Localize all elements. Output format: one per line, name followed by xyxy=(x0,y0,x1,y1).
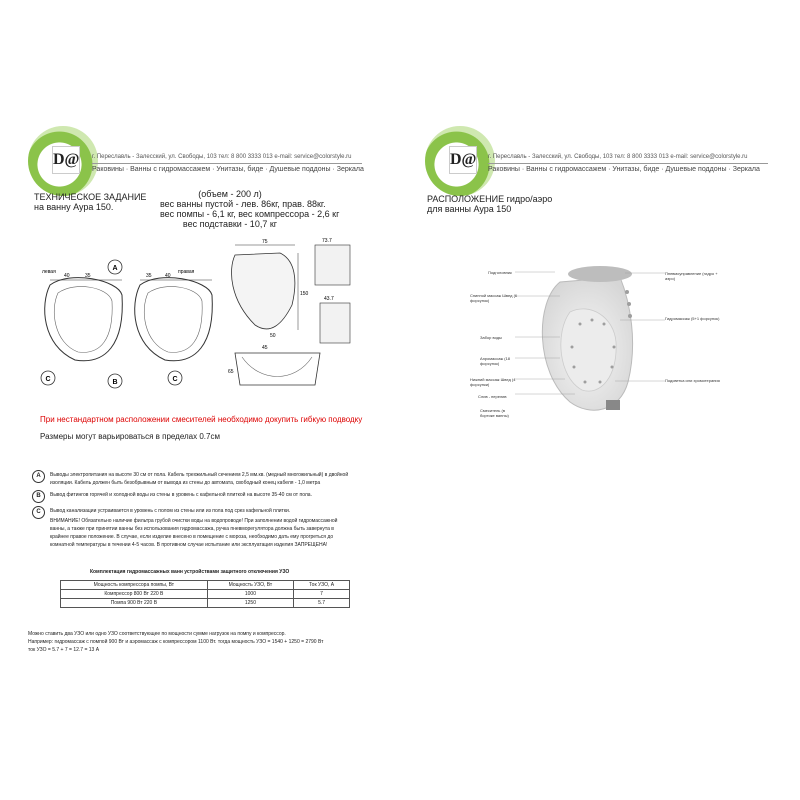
side-view xyxy=(235,353,320,385)
nav-item[interactable]: Ванны с гидромассажем xyxy=(130,166,211,173)
specs xyxy=(160,189,340,229)
table-header: Мощность УЗО, Вт xyxy=(207,581,293,590)
dim-35: 35 xyxy=(85,273,91,279)
label-overflow: Слив - перелив xyxy=(478,394,507,399)
red-note: При нестандартном расположении смесителей необходимо докупить гибкую подводку xyxy=(40,415,363,424)
label-right: правая xyxy=(178,269,195,275)
table-cell: 5.7 xyxy=(294,599,350,608)
spec-line: вес помпы - 6,1 кг, вес компрессора - 2,6 кг xyxy=(160,209,340,219)
nav-item[interactable]: Душевые поддоны xyxy=(269,166,331,173)
nav-item[interactable]: Раковины xyxy=(488,166,520,173)
warning-text: ВНИМАНИЕ! Обязательно наличие фильтра грубой очистки воды на водопроводе! При заполнении водой гидромассажной ванны, а также при принятии ванны без использования гидромассажа, ручка пневморегулятора должна быть завернута в крайнее правое положение. В случае, если изделие внесено в помещение с мороза, необходимо дать ему прогреться до комнатной температуры в течении 4-5 часов. В противном случае испытание или эксплуатация изделия ЗАПРЕЩЕНА! xyxy=(50,518,338,548)
screen-panel-1 xyxy=(315,245,350,285)
left-title-line2: на ванну Аура 150. xyxy=(34,202,114,212)
bath-left-inner xyxy=(54,287,112,353)
bath-drawings xyxy=(30,225,370,395)
label-lower-massage: Нижний массаж Швед (4 форсунки) xyxy=(470,377,516,387)
right-title-line1: РАСПОЛОЖЕНИЕ гидро/аэро xyxy=(427,194,553,204)
label-back-massage: Спинной массаж Швед (6 форсунок) xyxy=(470,293,518,303)
item-text-a: Выводы электропитания на высоте 30 см от пола. Кабель трехжильный сечением 2,5 мм.кв. (медный многожильный) в двойной изоляции. Кабель должен быть безобрывным от вывода из стены до автомата, свободный конец кабеля - 1,0 метра xyxy=(50,472,349,486)
table-cell: Помпа 900 Вт 220 В xyxy=(61,599,208,608)
nav-item[interactable]: Ванны с гидромассажем xyxy=(526,166,607,173)
plan-view xyxy=(232,253,295,329)
dim-65: 65 xyxy=(228,369,234,375)
logo-letter: D@ xyxy=(52,146,80,174)
item-text-b: Вывод фитингов горячей и холодной воды из стены в уровень с кафельной плиткой на высоте 35-40 см от пола. xyxy=(50,492,312,498)
nav-item[interactable]: Унитазы, биде xyxy=(612,166,660,173)
left-title-line1: ТЕХНИЧЕСКОЕ ЗАДАНИЕ xyxy=(34,192,147,202)
size-note: Размеры могут варьироваться в пределах 0.7см xyxy=(40,432,220,441)
header-divider xyxy=(92,163,362,164)
table-cell: 1000 xyxy=(207,590,293,599)
company-logo-right xyxy=(425,126,495,196)
header-address-right: г. Переславль - Залесский, ул. Свободы, 103 тел: 8 800 3333 013 e-mail: service@colorstyle.ru xyxy=(488,154,748,160)
header-nav-right: Раковины · Ванны с гидромассажем · Унитазы, биде · Душевые поддоны · Зеркала xyxy=(488,166,760,173)
table-header: Мощность компрессора помпы, Вт xyxy=(61,581,208,590)
label-left: левая xyxy=(42,269,56,275)
dim-75: 75 xyxy=(262,239,268,245)
nav-item[interactable]: Душевые поддоны xyxy=(665,166,727,173)
dim-73: 73.7 xyxy=(322,238,332,244)
label-headrest: Подголовник xyxy=(488,270,512,275)
label-light: Подсветка или хромотерапия xyxy=(665,378,720,383)
label-mixer: Смеситель (в бортике ванны) xyxy=(480,408,509,418)
label-pneumo: Пневмоуправление (гидро + аэро) xyxy=(665,271,718,281)
table-title: Комплектация гидромассажных ванн устройствами защитного отключения УЗО xyxy=(90,569,290,575)
table-header-row xyxy=(61,581,350,590)
item-badge-a: A xyxy=(32,470,45,483)
badge-c: C xyxy=(45,376,51,383)
item-badge-c: C xyxy=(32,506,45,519)
dim-50: 50 xyxy=(270,333,276,339)
item-badge-b: B xyxy=(32,490,45,503)
bath-right-inner xyxy=(144,287,202,353)
table-header: Ток УЗО, А xyxy=(294,581,350,590)
header-address: г. Переславль - Залесский, ул. Свободы, 103 тел: 8 800 3333 013 e-mail: service@colorstyle.ru xyxy=(92,154,352,160)
right-title xyxy=(427,194,552,214)
bath-left-outline xyxy=(45,278,123,361)
nav-item[interactable]: Раковины xyxy=(92,166,124,173)
label-air-massage: Аэромассаж (18 форсунок) xyxy=(480,356,511,366)
bath-right-outline xyxy=(135,278,213,361)
header-nav: Раковины · Ванны с гидромассажем · Унитазы, биде · Душевые поддоны · Зеркала xyxy=(92,166,364,173)
screen-panel-2 xyxy=(320,303,350,343)
right-title-line2: для ванны Аура 150 xyxy=(427,204,512,214)
spec-line: (объем - 200 л) xyxy=(198,189,262,199)
leader-lines xyxy=(515,268,665,418)
dim-35-r: 35 xyxy=(146,273,152,279)
footnote-2: Например: гидромассаж с помпой 900 Вт и аэромассаж с компрессором 1100 Вт. тогда мощность УЗО = 1540 + 1250 = 2790 Вт xyxy=(28,639,324,645)
label-hydro: Гидромассаж (5+1 форсунок) xyxy=(665,316,720,321)
nav-item[interactable]: Зеркала xyxy=(336,166,364,173)
badge-b: B xyxy=(112,379,118,386)
badge-c-right: C xyxy=(172,376,178,383)
dim-43: 43.7 xyxy=(324,296,334,302)
dim-40-r: 40 xyxy=(165,273,171,279)
company-logo xyxy=(28,126,98,196)
footnote-1: Можно ставить два УЗО или одно УЗО соответствующее по мощности сумме нагрузок на помпу и компрессор. xyxy=(28,631,286,637)
spec-line: вес ванны пустой - лев. 86кг, прав. 88кг. xyxy=(160,199,326,209)
dim-40: 40 xyxy=(64,273,70,279)
nav-item[interactable]: Зеркала xyxy=(732,166,760,173)
label-water-intake: Забор воды xyxy=(480,335,502,340)
left-title xyxy=(34,192,146,212)
header-divider-right xyxy=(488,163,768,164)
uzo-table xyxy=(60,580,350,608)
table-row xyxy=(61,599,350,608)
badge-a: A xyxy=(112,265,118,272)
table-cell: 1250 xyxy=(207,599,293,608)
table-cell: Компрессор 800 Вт 220 В xyxy=(61,590,208,599)
dim-45: 45 xyxy=(262,345,268,351)
nav-item[interactable]: Унитазы, биде xyxy=(216,166,264,173)
table-cell: 7 xyxy=(294,590,350,599)
spec-line: вес подставки - 10,7 кг xyxy=(182,219,278,229)
logo-letter-right: D@ xyxy=(449,146,477,174)
item-text-c: Вывод канализации устраивается в уровень с полом из стены или из пола под срез кафельной плитки. xyxy=(50,508,291,514)
table-row xyxy=(61,590,350,599)
footnote-3: ток УЗО = 5.7 + 7 = 12.7 = 13 А xyxy=(28,647,100,653)
dim-150: 150 xyxy=(300,291,309,297)
